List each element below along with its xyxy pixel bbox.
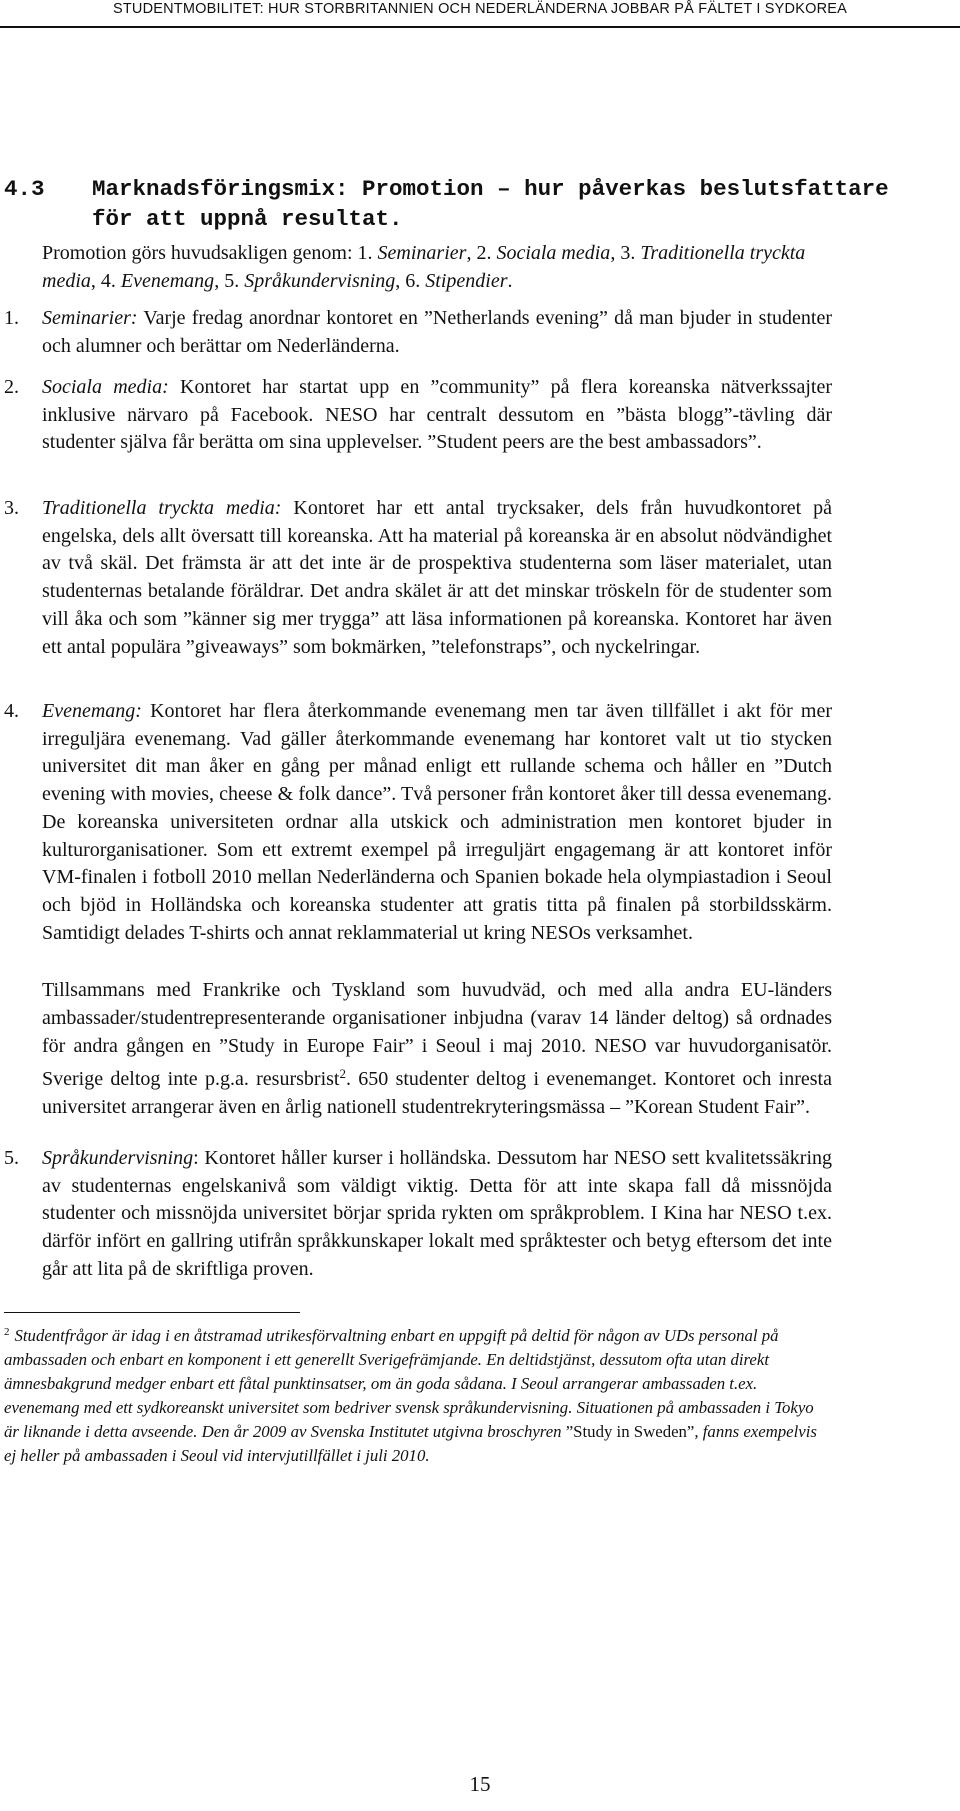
list-item-term: Traditionella tryckta media: — [42, 497, 282, 519]
page-number: 15 — [469, 1772, 491, 1796]
channel-name: Språkundervisning — [244, 270, 396, 292]
list-item-text: Varje fredag anordnar kontoret en ”Netherlands evening” då man bjuder in studenter och alumner och berättar om Nederländerna. — [42, 307, 832, 357]
section-title: Marknadsföringsmix: Promotion – hur påverkas beslutsfattare för att uppnå resultat. — [92, 176, 889, 232]
header-rule — [0, 26, 960, 28]
footnote-title: ”Study in Sweden” — [565, 1422, 695, 1442]
paragraph-text: Tillsammans med Frankrike och Tyskland som huvudväd, och med alla andra EU-länders ambassader/studentrepresenterande organisationer inbjudna (varav 14 länder deltog) så ordnades för andra gången en ”Study in Europe Fair” i Seoul i maj 2010. NESO var huvudorganisatör. Sverige deltog inte p.g.a. resursbrist — [42, 979, 832, 1091]
footnote-text: Studentfrågor är idag i en åtstramad utrikesförvaltning enbart en uppgift på deltid för någon av UDs personal på ambassaden och enbart en komponent i ett generellt Sverigefrämjande. En deltidstjänst, dessutom ofta utan direkt ämnesbakgrund medger enbart ett fåtal punktinsatser, om än goda sådana. I Seoul arrangerar ambassaden t.ex. evenemang med ett sydkoreanskt universitet som bedriver svensk språkundervisning. Situationen på ambassaden i Tokyo är liknande i detta avseende. Den år 2009 av Svenska Institutet utgivna broschyren — [4, 1326, 814, 1442]
list-item — [42, 1145, 832, 1284]
intro-text: Promotion görs huvudsakligen genom: 1. — [42, 242, 378, 264]
list-item-text: Kontoret har ett antal trycksaker, dels från huvudkontoret på engelska, dels allt översatt till koreanska. Att ha material på koreanska är en absolut nödvändighet av två skäl. Det främsta är att det inte är de prospektiva studenterna som läser materialet, utan studenternas betalande föräldrar. Det andra skälet är att det minskar tröskeln för de studenter som vill åka och som ”känner sig mer trygga” att läsa informationen på koreanska. Kontoret har även ett antal populära ”giveaways” som bokmärken, ”telefonstraps”, och nyckelringar. — [42, 497, 833, 658]
channel-name: Traditionella tryckta media — [42, 242, 806, 292]
fair-paragraph — [42, 977, 832, 1122]
intro-separator: , 5. — [214, 270, 245, 292]
intro-text: . — [507, 270, 513, 292]
intro-separator: , 6. — [395, 270, 426, 292]
running-header — [0, 0, 960, 34]
section-heading — [4, 174, 904, 234]
list-item — [42, 305, 832, 360]
running-header-title: STUDENTMOBILITET: HUR STORBRITANNIEN OCH NEDERLÄNDERNA JOBBAR PÅ FÄLTET I SYDKOREA — [112, 1, 847, 17]
list-item-text: : Kontoret håller kurser i holländska. Dessutom har NESO sett kvalitetssäkring av studenternas engelskanivå som väldigt viktig. Detta för att inte skapa fall då missnöjda studenter och missnöjda universitet börjar sprida rykten om språkproblem. I Kina har NESO t.ex. därför infört en gallring utifrån språkkunskaper lokalt med språktester och betyg eftersom det inte går att lita på de skriftliga proven. — [42, 1147, 832, 1280]
intro-paragraph — [42, 239, 832, 295]
list-item — [42, 374, 832, 457]
list-item — [42, 495, 832, 661]
list-item-number: 4. — [4, 700, 19, 722]
channel-name: Stipendier — [425, 270, 508, 292]
list-item-term: Sociala media: — [42, 376, 169, 398]
list-item-number: 5. — [4, 1147, 19, 1169]
channel-name: Seminarier — [377, 242, 467, 264]
list-item-term: Seminarier: — [42, 307, 138, 329]
intro-separator: , 2. — [466, 242, 497, 264]
intro-separator: , 4. — [90, 270, 121, 292]
footnote — [4, 1320, 830, 1469]
channel-name: Evenemang — [120, 270, 215, 292]
list-item-number: 3. — [4, 497, 19, 519]
footnote-reference[interactable]: 2 — [339, 1066, 346, 1082]
channel-name: Sociala media — [496, 242, 611, 264]
list-item-number: 1. — [4, 307, 19, 329]
intro-separator: , 3. — [610, 242, 641, 264]
list-item-term: Evenemang: — [42, 700, 142, 722]
footnote-marker: 2 — [4, 1326, 10, 1338]
list-item-term: Språkundervisning — [42, 1147, 194, 1169]
list-item-text: Kontoret har flera återkommande evenemang men tar även tillfället i akt för mer irreguljära evenemang. Vad gäller återkommande evenemang har kontoret valt ut tio stycken universitet dit man åker en gång per månad enligt ett rullande schema och håller en ”Dutch evening with movies, cheese & folk dance”. Två personer från kontoret åker till dessa evenemang. De koreanska universiteten ordnar alla utskick och administration men kontoret bjuder in kulturorganisationer. Som ett extremt exempel på irreguljärt engagemang är att kontoret inför VM-finalen i fotboll 2010 mellan Nederländerna och Spanien bokade hela olympiastadion i Seoul och bjöd in Holländska och koreanska studenter att gratis titta på finalen på storbildsskärm. Samtidigt delades T-shirts och annat reklammaterial ut kring NESOs verksamhet. — [42, 700, 832, 944]
paragraph-text: . 650 studenter deltog i evenemanget. Kontoret och inresta universitet arrangerar även en årlig nationell studentrekryteringsmässa – ”Korean Student Fair”. — [42, 1068, 832, 1119]
section-number: 4.3 — [4, 176, 45, 202]
list-item — [42, 698, 832, 947]
footnote-text: , fanns exempelvis ej heller på ambassaden i Seoul vid intervjutillfället i juli 2010. — [4, 1422, 817, 1466]
footnote-rule — [4, 1312, 300, 1313]
list-item-text: Kontoret har startat upp en ”community” på flera koreanska nätverkssajter inklusive närvaro på Facebook. NESO har centralt dessutom en ”bästa blogg”-tävling där studenter själva får berätta om sina upplevelser. ”Student peers are the best ambassadors”. — [42, 376, 832, 454]
list-item-number: 2. — [4, 376, 19, 398]
